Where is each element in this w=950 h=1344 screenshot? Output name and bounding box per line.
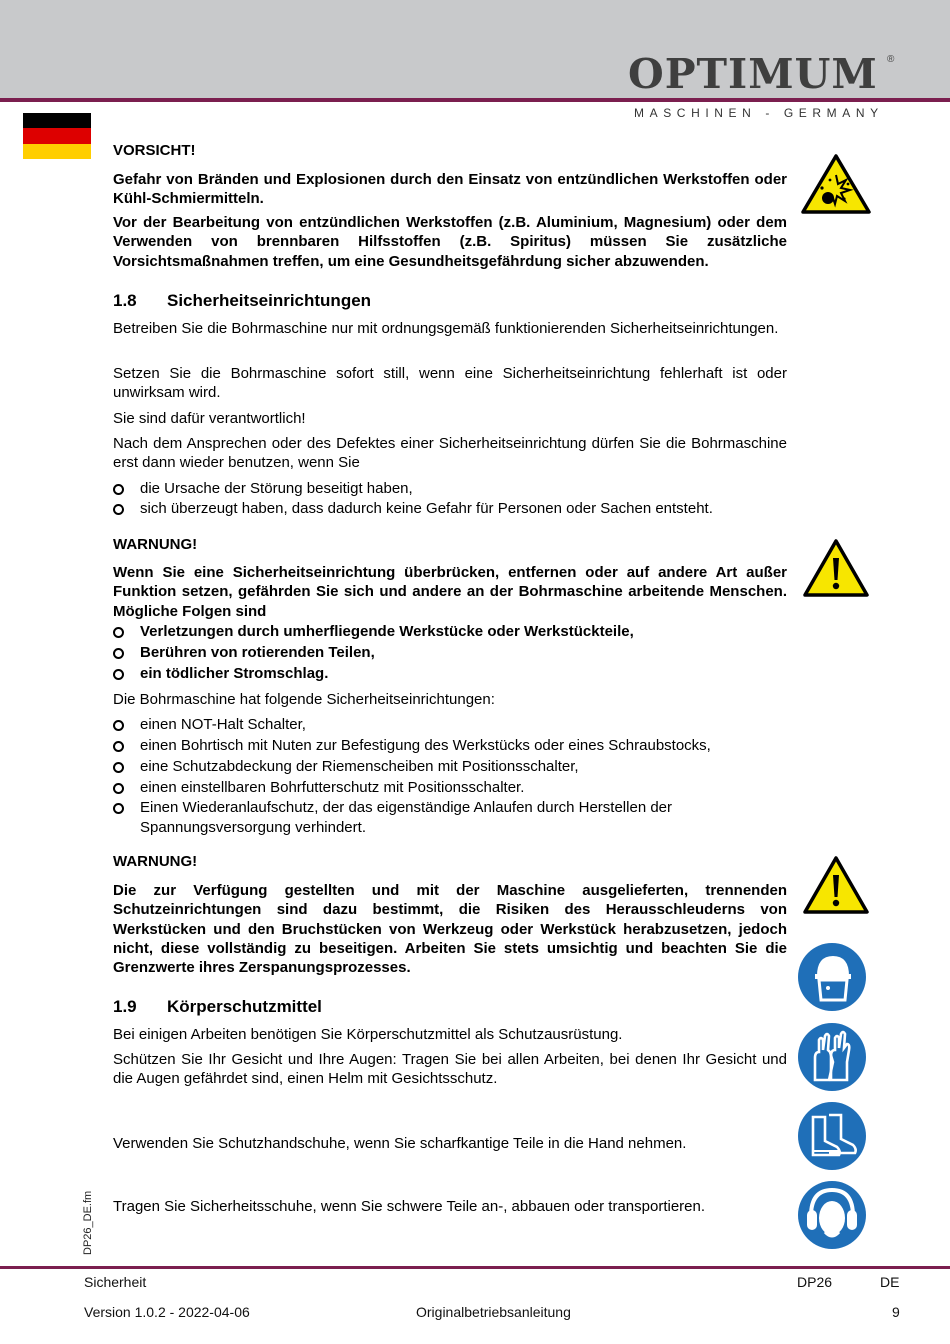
ear-protection-icon xyxy=(797,1180,867,1255)
bullet-icon xyxy=(113,669,124,680)
caution-title: VORSICHT! xyxy=(113,142,196,159)
registered-mark: ® xyxy=(887,54,895,65)
footer-section: Sicherheit xyxy=(84,1274,147,1290)
explosion-warning-icon xyxy=(800,153,872,220)
list-item: Berühren von rotierenden Teilen, xyxy=(113,643,787,663)
page-number: 9 xyxy=(892,1304,900,1320)
s19-paragraph-4: Tragen Sie Sicherheitsschuhe, wenn Sie schwere Teile an-, abbauen oder transportieren. xyxy=(113,1198,706,1215)
warning-title: WARNUNG! xyxy=(113,536,198,553)
gloves-icon xyxy=(797,1022,867,1097)
list-item: ein tödlicher Stromschlag. xyxy=(113,664,787,684)
s19-paragraph-2: Schützen Sie Ihr Gesicht und Ihre Augen: Tragen Sie bei allen Arbeiten, bei denen Ihr Gesicht und die Augen gefährdet sind, einen Helm mit Gesichtsschutz. xyxy=(113,1051,787,1088)
bullet-icon xyxy=(113,504,124,515)
footer-language: DE xyxy=(880,1274,900,1290)
section-heading-1-8 xyxy=(113,291,371,311)
bullet-icon xyxy=(113,762,124,773)
s19-paragraph-3: Verwenden Sie Schutzhandschuhe, wenn Sie scharfkantige Teile in die Hand nehmen. xyxy=(113,1135,687,1152)
bullet-icon xyxy=(113,648,124,659)
german-flag-icon xyxy=(23,113,91,159)
header-divider xyxy=(0,98,950,102)
section-heading-1-9 xyxy=(113,997,322,1017)
list-item: einen einstellbaren Bohrfutterschutz mit Positionsschalter. xyxy=(113,778,787,798)
footer-divider xyxy=(0,1266,950,1269)
safety-boots-icon xyxy=(797,1101,867,1176)
bullet-icon xyxy=(113,720,124,731)
s19-paragraph-1: Bei einigen Arbeiten benötigen Sie Körperschutzmittel als Schutzausrüstung. xyxy=(113,1026,623,1043)
bullet-icon xyxy=(113,803,124,814)
caution-paragraph-1: Gefahr von Bränden und Explosionen durch den Einsatz von entzündlichen Werkstoffen oder Kühl-Schmiermitteln. xyxy=(113,171,787,208)
s18-paragraph-3: Sie sind dafür verantwortlich! xyxy=(113,410,306,427)
brand-logo: OPTIMUM xyxy=(628,50,878,98)
general-warning-icon xyxy=(802,538,870,603)
face-shield-icon xyxy=(797,942,867,1017)
list-item: Einen Wiederanlaufschutz, der das eigenständige Anlaufen durch Herstellen der Spannungsversorgung verhindert. xyxy=(113,798,787,837)
footer-doc-type: Originalbetriebsanleitung xyxy=(416,1304,571,1320)
bullet-icon xyxy=(113,627,124,638)
list-item: einen Bohrtisch mit Nuten zur Befestigung des Werkstücks oder eines Schraubstocks, xyxy=(113,736,787,756)
bullet-icon xyxy=(113,783,124,794)
list-item: sich überzeugt haben, dass dadurch keine Gefahr für Personen oder Sachen entsteht. xyxy=(113,499,787,519)
list-item: einen NOT-Halt Schalter, xyxy=(113,715,787,735)
file-label: DP26_DE.fm xyxy=(82,1190,94,1255)
devices-intro: Die Bohrmaschine hat folgende Sicherheitseinrichtungen: xyxy=(113,691,495,708)
footer-version: Version 1.0.2 - 2022-04-06 xyxy=(84,1304,250,1320)
list-item: eine Schutzabdeckung der Riemenscheiben mit Positionsschalter, xyxy=(113,757,787,777)
warning-title: WARNUNG! xyxy=(113,853,198,870)
section-title: Körperschutzmittel xyxy=(167,997,322,1016)
section-number: 1.9 xyxy=(113,997,137,1016)
s18-paragraph-4: Nach dem Ansprechen oder des Defektes einer Sicherheitseinrichtung dürfen Sie die Bohrmaschine erst dann wieder benutzen, wenn Sie xyxy=(113,435,787,472)
warning-paragraph: Die zur Verfügung gestellten und mit der Maschine ausgelieferten, trennenden Schutzeinrichtungen sind dazu bestimmt, die Risiken des Herausschleuderns von Werkstücken und den Bruchstücken von Werkzeug oder Werkstück herabzusetzen, jedoch nicht, diese vollständig zu beseitigen. Arbeiten Sie stets umsichtig und beachten Sie die Grenzwerte ihres Zerspanungsprozesses. xyxy=(113,882,787,977)
list-item: Verletzungen durch umherfliegende Werkstücke oder Werkstückteile, xyxy=(113,622,787,642)
bullet-icon xyxy=(113,484,124,495)
list-item: die Ursache der Störung beseitigt haben, xyxy=(113,479,787,499)
general-warning-icon xyxy=(802,855,870,920)
caution-paragraph-2: Vor der Bearbeitung von entzündlichen Werkstoffen (z.B. Aluminium, Magnesium) oder dem Verwenden von brennbaren Hilfsstoffen (z.B. Spiritus) müssen Sie zusätzliche Vorsichtsmaßnahmen treffen, um eine Gesundheitsgefährdung sicher abzuwenden. xyxy=(113,214,787,270)
footer-model: DP26 xyxy=(797,1274,833,1290)
brand-tagline: MASCHINEN - GERMANY xyxy=(634,106,884,120)
section-number: 1.8 xyxy=(113,291,137,310)
s18-paragraph-1: Betreiben Sie die Bohrmaschine nur mit ordnungsgemäß funktionierenden Sicherheitseinrichtungen. xyxy=(113,320,779,337)
bullet-icon xyxy=(113,741,124,752)
section-title: Sicherheitseinrichtungen xyxy=(167,291,372,310)
warning-paragraph: Wenn Sie eine Sicherheitseinrichtung überbrücken, entfernen oder auf andere Art außer Funktion setzen, gefährden Sie sich und andere an der Bohrmaschine arbeitende Menschen. Mögliche Folgen sind xyxy=(113,564,787,620)
s18-paragraph-2: Setzen Sie die Bohrmaschine sofort still, wenn eine Sicherheitseinrichtung fehlerhaft ist oder unwirksam wird. xyxy=(113,365,787,402)
